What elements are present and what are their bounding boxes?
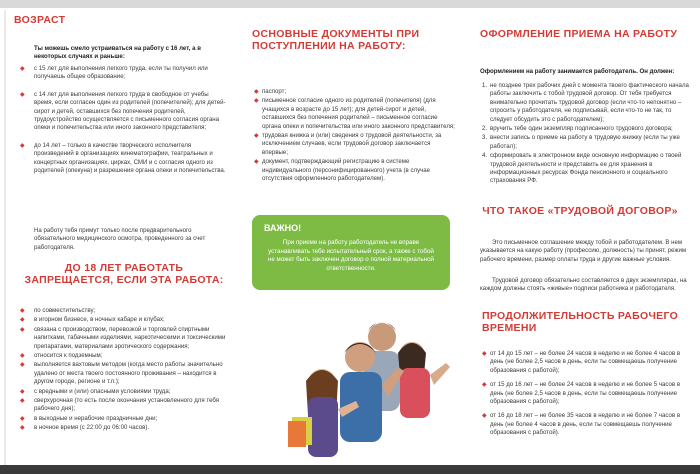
column-documents	[240, 10, 462, 465]
column-hiring	[470, 10, 696, 465]
list-item: ◆ сверхурочная (то есть после окончания установленного для тебя рабочего дня);	[20, 397, 220, 413]
top-edge	[0, 0, 700, 8]
bullet-icon: ◆	[20, 142, 25, 149]
age-intro: Ты можешь смело устраиваться на работу с 16 лет, а в некоторых случаях и раньше:	[34, 45, 201, 61]
forbidden-list	[4, 307, 226, 434]
bullet-icon: ◆	[20, 308, 25, 314]
list-item: ◆ выполняется вахтовым методом (когда место работы значительно удалено от места твоего постоянного проживания – находится в другом городе, регионе и т.п.);	[20, 361, 223, 386]
heading-working-hours: ПРОДОЛЖИТЕЛЬНОСТЬ РАБОЧЕГО ВРЕМЕНИ	[482, 310, 679, 335]
list-item: ◆ с 15 лет для выполнения легкого труда, если ты получил или получаешь общее образование;	[20, 65, 208, 81]
contract-text-2: Трудовой договор обязательно составляется в двух экземплярах, на каждом должны стоять «живые» подписи работника и работодателя.	[480, 277, 687, 293]
list-item: ◆ паспорт;	[254, 88, 287, 95]
bullet-icon: ◆	[482, 413, 487, 420]
bullet-icon: ◆	[20, 326, 25, 333]
bullet-icon: ◆	[20, 353, 25, 360]
heading-hiring: ОФОРМЛЕНИЕ ПРИЕМА НА РАБОТУ	[480, 28, 678, 40]
heading-documents: ОСНОВНЫЕ ДОКУМЕНТЫ ПРИ ПОСТУПЛЕНИИ НА РАБОТУ:	[252, 28, 420, 53]
column-age	[4, 10, 230, 465]
medical-note: На работу тебя примут только после предварительного обязательного медицинского осмотра, проведенного за счет работодателя.	[34, 227, 206, 251]
heading-forbidden: ДО 18 ЛЕТ РАБОТАТЬ ЗАПРЕЩАЕТСЯ, ЕСЛИ ЭТА РАБОТА:	[24, 262, 224, 287]
list-item: ◆ письменное согласие одного из родителей (попечителя) (для учащихся в возрасте до 15 лет); для детей-сирот и детей, оставшихся без попечения родителей – письменное согласие органа опеки и попечительства или иного законного представителя;	[254, 97, 455, 130]
list-item: ◆ от 15 до 16 лет – не более 24 часов в неделю и не более 5 часов в день (не более 2,5 часов в день, если ты совмещаешь получение образования с работой);	[482, 381, 681, 406]
important-note	[252, 215, 450, 290]
list-item: ◆ от 16 до 18 лет – не более 35 часов в неделю и не более 7 часов в день (не более 4 часов в день, если ты совмещаешь получение образования с работой).	[482, 412, 681, 437]
list-item: ◆ относится к подземным;	[20, 352, 103, 360]
list-item: ◆ в выходные и нерабочие праздничные дни;	[20, 414, 158, 422]
list-item: ◆ с вредными и (или) опасными условиями труда;	[20, 387, 171, 395]
bullet-icon: ◆	[20, 362, 25, 369]
age-list	[4, 65, 226, 176]
contract-text-1: Это письменное соглашение между тобой и работодателем. В нем указывается на какую работу (профессию, должность) ты принят, режим рабочего времени, размер оплаты труда и другие важные условия.	[480, 239, 687, 263]
bullet-icon: ◆	[254, 98, 259, 105]
bullet-icon: ◆	[20, 398, 25, 405]
list-item: ◆ документ, подтверждающий регистрацию в системе индивидуального (персонифицированного) учета (в случае отсутствия оформленного работодателем).	[254, 158, 431, 183]
heading-contract: ЧТО ТАКОЕ «ТРУДОВОЙ ДОГОВОР»	[482, 205, 678, 217]
list-item: ◆ в ночное время (с 22:00 до 06:00 часов).	[20, 424, 150, 432]
list-item: ◆ от 14 до 15 лет – не более 24 часов в неделю и не более 4 часов в день (не более 2,5 часов в день, если ты совмещаешь получение образования с работой);	[482, 350, 681, 374]
heading-age: ВОЗРАСТ	[14, 14, 66, 26]
bullet-icon: ◆	[20, 415, 25, 422]
list-item: ◆ до 14 лет – только в качестве творческого исполнителя произведений в организациях кинематографии, театральных и концертных организациях, цирках, СМИ и с согласия одного из родителей (опекуна) и разрешения органа опеки и попечительства.	[20, 141, 226, 175]
note-title: ВАЖНО!	[264, 223, 302, 233]
hiring-lead: Оформлением на работу занимается работодатель. Он должен:	[480, 68, 675, 75]
list-item: ◆ с 14 лет для выполнения легкого труда в свободное от учебы время, если согласен один из родителей (попечителей); для детей-сирот и детей, оставшихся без попечения родителей, трудоустройство осуществляется с письменного согласия органа опеки и попечительства или иного законного представителя;	[20, 90, 226, 132]
bottom-edge	[0, 465, 700, 474]
working-hours-list	[480, 350, 692, 439]
bullet-icon: ◆	[20, 66, 25, 72]
bullet-icon: ◆	[482, 351, 487, 357]
bullet-icon: ◆	[20, 425, 25, 432]
bullet-icon: ◆	[254, 89, 259, 95]
bullet-icon: ◆	[20, 388, 25, 395]
bullet-icon: ◆	[20, 317, 25, 324]
list-item: 2. вручить тебе один экземпляр подписанного трудового договора;	[482, 125, 673, 133]
teenagers-photo	[264, 305, 456, 465]
list-item: 3. внести запись о приеме на работу в трудовую книжку (если ты уже работал);	[482, 134, 680, 150]
list-item: 4. сформировать в электронном виде основную информацию о твоей трудовой деятельности и представить ее для хранения в информационных ресурсах Фонда пенсионного и социального страхования РФ.	[482, 152, 682, 185]
note-text: При приеме на работу работодатель не вправе устанавливать тебе испытательный срок, а также с тобой не может быть заключен договор о полной материальной ответственности.	[267, 239, 434, 272]
bullet-icon: ◆	[482, 382, 487, 389]
list-item: ◆ трудовая книжка и (или) сведения о трудовой деятельности, за исключением случаев, если трудовой договор заключается впервые;	[254, 132, 442, 156]
documents-list	[252, 88, 457, 184]
bullet-icon: ◆	[254, 133, 259, 140]
hiring-steps	[480, 82, 690, 187]
list-item: ◆ связана с производством, перевозкой и торговлей спиртными напитками, табачными изделиями, наркотическими и токсическими препаратами, материалами эротического содержания;	[20, 325, 226, 350]
bullet-icon: ◆	[20, 91, 25, 98]
list-item: ◆ по совместительству;	[20, 307, 96, 314]
list-item: ◆ в игорном бизнесе, в ночных кабаре и клубах;	[20, 316, 165, 324]
bullet-icon: ◆	[254, 159, 259, 166]
list-item: 1. не позднее трех рабочих дней с момента твоего фактического начала работы заключить с тобой трудовой договор. От тебя требуется внимательно прочитать трудовой договор (если что-то непонятно – спросить у работодателя, не подписывай, если что-то не так, то следует обсудить это с работодателем);	[482, 82, 689, 123]
